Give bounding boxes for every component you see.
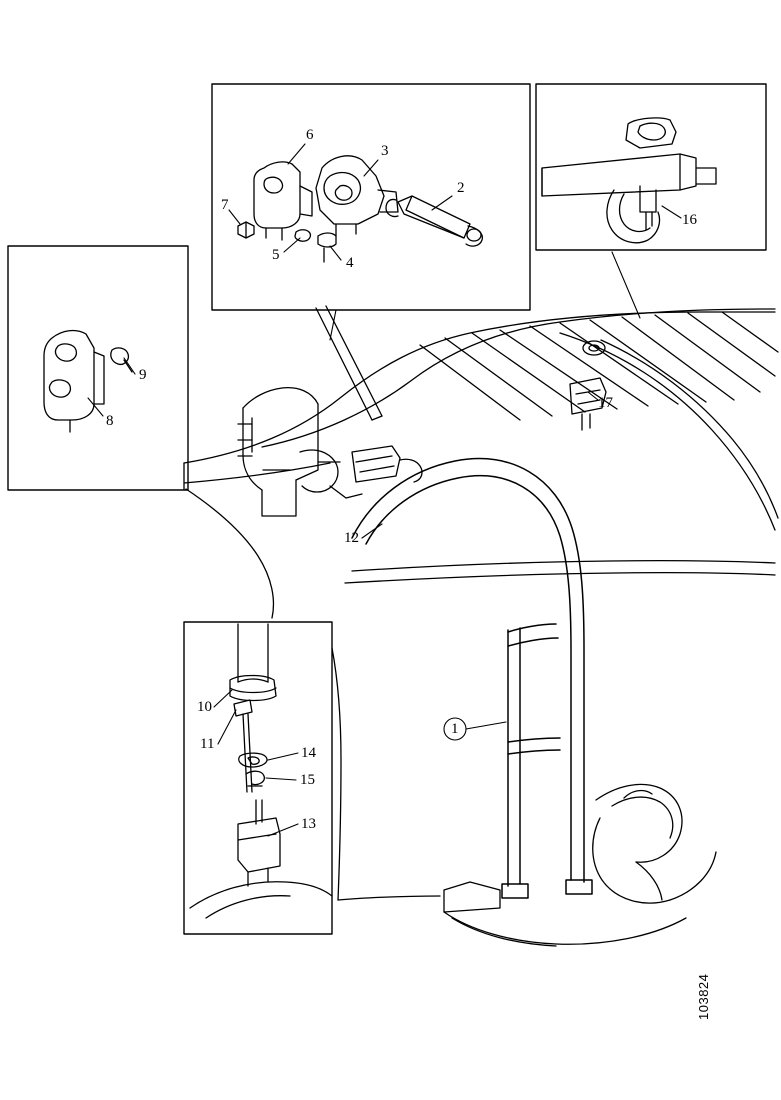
callout-17: 17: [598, 395, 613, 411]
drawing-code: 103824: [696, 973, 711, 1020]
callout-13: 13: [301, 816, 316, 832]
callout-2: 2: [457, 180, 465, 196]
panel-top-left-frame: [212, 84, 530, 310]
callout-3: 3: [381, 143, 389, 159]
callout-10: 10: [197, 699, 212, 715]
callout-9: 9: [139, 367, 147, 383]
right-rear-latch: [570, 341, 606, 430]
callout-5: 5: [272, 247, 280, 263]
panel-left-frame: [8, 246, 188, 490]
panel-top-right-frame: [536, 84, 766, 250]
roll-bar-hoop: [352, 459, 592, 898]
callout-11: 11: [200, 736, 215, 752]
callout-6: 6: [306, 127, 314, 143]
callout-12: 12: [344, 530, 359, 546]
callout-7: 7: [221, 197, 229, 213]
callout-1: 1: [451, 721, 459, 737]
right-lower-trim: [444, 784, 716, 946]
vehicle-body-outline: [184, 309, 778, 900]
callout-4: 4: [346, 255, 354, 271]
callout-15: 15: [300, 772, 315, 788]
callout-8: 8: [106, 413, 114, 429]
striker-plate-parts: [44, 331, 132, 432]
callout-16: 16: [682, 212, 697, 228]
lower-mount-parts: [190, 624, 332, 918]
callout-14: 14: [301, 745, 316, 761]
